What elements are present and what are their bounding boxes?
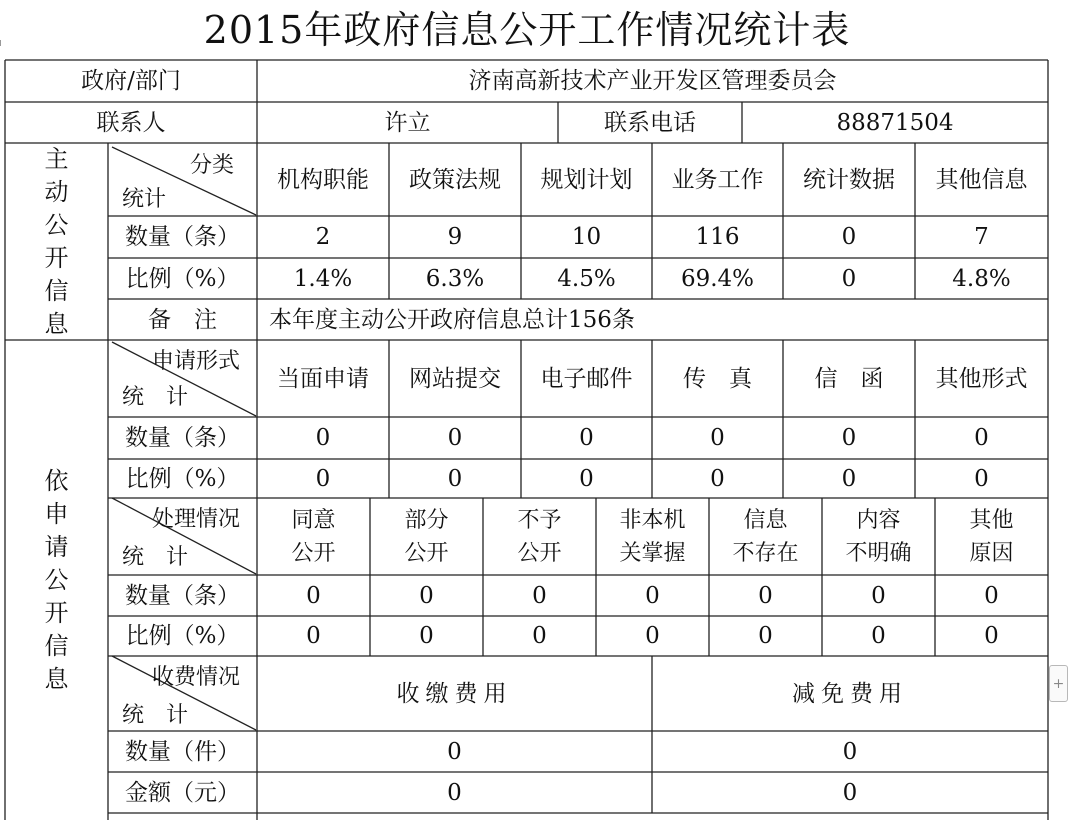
form-ratio-label: 比例（%）	[125, 465, 240, 492]
contact-value: 许立	[384, 109, 431, 136]
fee-count-cell: 0	[447, 738, 462, 765]
category-header: 其他信息	[935, 166, 1028, 193]
category-header: 机构职能	[277, 166, 369, 193]
note-label: 备 注	[148, 306, 217, 333]
form-header: 其他形式	[935, 365, 1028, 392]
note-value: 本年度主动公开政府信息总计156条	[269, 306, 635, 333]
handle-ratio-cell: 0	[419, 623, 434, 649]
handle-ratio-cell: 0	[306, 623, 321, 649]
handle-ratio-label: 比例（%）	[125, 623, 240, 649]
handle-ratio-cell: 0	[758, 623, 773, 649]
form-count-cell: 0	[315, 425, 331, 451]
phone-value: 88871504	[836, 109, 954, 136]
form-header: 当面申请	[277, 365, 369, 392]
handle-count-cell: 0	[984, 582, 999, 609]
active-count-cell: 0	[841, 224, 857, 250]
active-ratio-cell: 6.3%	[425, 265, 485, 292]
handle-ratio-cell: 0	[532, 623, 547, 649]
form-ratio-cell: 0	[579, 465, 594, 492]
handle-header: 内容 不明确	[845, 507, 912, 566]
category-header: 政策法规	[409, 166, 501, 193]
handle-header: 非本机 关掌握	[619, 507, 686, 566]
category-header: 业务工作	[671, 166, 764, 193]
form-count-cell: 0	[710, 425, 725, 451]
fee-amount-cell: 0	[842, 779, 858, 806]
fee-count-label: 数量（件）	[125, 738, 240, 765]
request-side-label: 依 申 请 公 开 信 息	[44, 466, 69, 693]
category-header: 规划计划	[540, 166, 633, 193]
handle-ratio-cell: 0	[984, 623, 999, 649]
handle-header: 其他 原因	[969, 507, 1014, 566]
fee-diag-top: 收费情况	[152, 665, 241, 690]
handle-count-cell: 0	[758, 582, 773, 609]
form-diag-top: 申请形式	[152, 349, 241, 374]
form-ratio-cell: 0	[974, 465, 989, 492]
form-count-cell: 0	[579, 425, 594, 451]
handle-count-cell: 0	[532, 582, 547, 609]
fee-header-collected: 收缴费用	[396, 680, 513, 707]
active-ratio-label: 比例（%）	[125, 265, 240, 292]
dept-value: 济南高新技术产业开发区管理委员会	[468, 68, 837, 94]
fee-amount-cell: 0	[447, 779, 462, 806]
active-count-label: 数量（条）	[125, 224, 240, 250]
form-ratio-cell: 0	[447, 465, 463, 492]
form-ratio-cell: 0	[315, 465, 331, 492]
fee-amount-label: 金额（元）	[125, 779, 240, 806]
form-header: 传 真	[683, 365, 752, 392]
page-title: 2015年政府信息公开工作情况统计表	[203, 8, 851, 52]
form-count-cell: 0	[447, 425, 463, 451]
active-ratio-cell: 69.4%	[680, 265, 755, 292]
handle-diag-top: 处理情况	[152, 507, 241, 532]
expand-handle-button[interactable]: +	[1049, 665, 1068, 702]
table-move-marker[interactable]	[0, 40, 5, 46]
active-count-cell: 9	[447, 224, 463, 250]
fee-header-waived: 减免费用	[792, 680, 908, 707]
active-ratio-cell: 4.8%	[952, 265, 1011, 292]
form-ratio-cell: 0	[841, 465, 857, 492]
handle-count-cell: 0	[306, 582, 321, 609]
handle-count-cell: 0	[871, 582, 886, 609]
handle-header: 不予 公开	[517, 507, 562, 566]
form-header: 信 函	[814, 365, 884, 392]
form-count-cell: 0	[974, 425, 989, 451]
dept-label: 政府/部门	[81, 68, 181, 94]
form-count-cell: 0	[841, 425, 857, 451]
handle-count-cell: 0	[645, 582, 660, 609]
active-count-cell: 116	[695, 224, 740, 250]
active-ratio-cell: 1.4%	[293, 265, 353, 292]
category-header: 统计数据	[803, 166, 895, 193]
handle-count-label: 数量（条）	[125, 582, 240, 609]
active-ratio-cell: 0	[841, 265, 857, 292]
active-count-cell: 2	[315, 224, 331, 250]
contact-label: 联系人	[96, 109, 166, 136]
form-ratio-cell: 0	[710, 465, 725, 492]
form-diag-bottom: 统 计	[122, 385, 189, 410]
handle-header: 同意 公开	[291, 507, 336, 566]
fee-count-cell: 0	[842, 738, 858, 765]
handle-count-cell: 0	[419, 582, 434, 609]
form-count-label: 数量（条）	[125, 425, 240, 451]
handle-header: 部分 公开	[404, 507, 449, 566]
active-side-label: 主 动 公 开 信 息	[44, 144, 69, 338]
fee-diag-bottom: 统 计	[122, 703, 189, 728]
form-header: 网站提交	[409, 365, 501, 392]
active-diag-bottom: 统计	[122, 187, 167, 212]
handle-diag-bottom: 统 计	[122, 545, 189, 570]
active-count-cell: 7	[974, 224, 989, 250]
handle-ratio-cell: 0	[645, 623, 660, 649]
form-header: 电子邮件	[540, 365, 633, 392]
active-diag-top: 分类	[190, 153, 235, 178]
active-ratio-cell: 4.5%	[557, 265, 616, 292]
handle-ratio-cell: 0	[871, 623, 886, 649]
handle-header: 信息 不存在	[732, 507, 799, 566]
phone-label: 联系电话	[604, 109, 696, 136]
active-count-cell: 10	[571, 224, 602, 250]
